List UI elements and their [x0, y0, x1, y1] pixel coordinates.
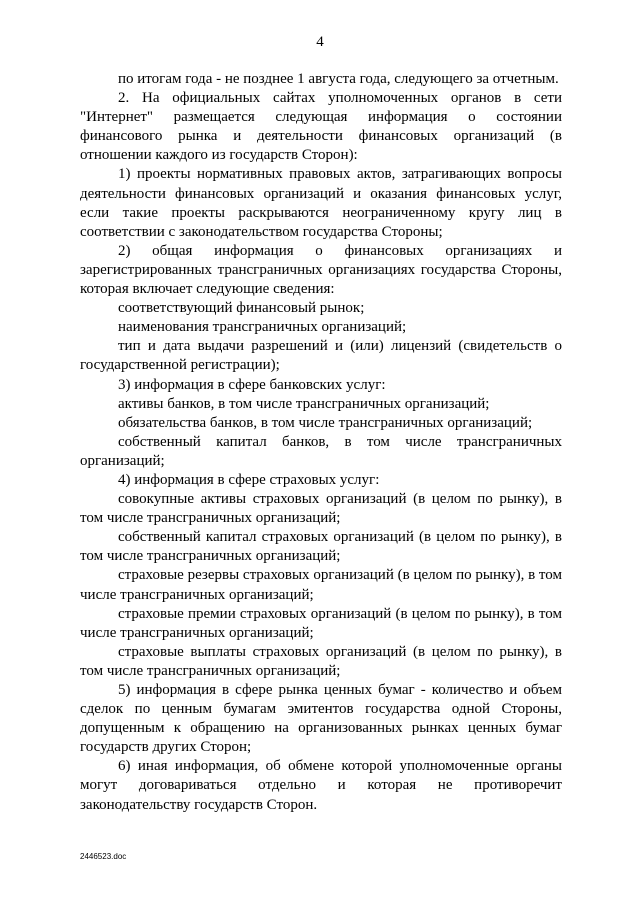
paragraph: соответствующий финансовый рынок; [118, 300, 365, 317]
paragraph: обязательства банков, в том числе трансграничных организаций; [118, 414, 533, 431]
paragraph: 4) информация в сфере страховых услуг: [118, 471, 380, 488]
paragraph: страховые премии страховых организаций (в целом по рынку), в том числе трансграничных организаций; [80, 605, 562, 641]
page-number: 4 [316, 34, 324, 50]
paragraph: 2) общая информация о финансовых организациях и зарегистрированных трансграничных организациях государства Стороны, которая включает следующие сведения: [80, 242, 562, 298]
paragraph: тип и дата выдачи разрешений и (или) лицензий (свидетельств о государственной регистрации); [80, 338, 562, 374]
paragraph: 2. На официальных сайтах уполномоченных органов в сети "Интернет" размещается следующая информация о состоянии финансового рынка и деятельности финансовых организаций (в отношении каждого из государств Сторон): [80, 90, 562, 164]
paragraph: по итогам года - не позднее 1 августа года, следующего за отчетным. [118, 71, 559, 87]
paragraph: 1) проекты нормативных правовых актов, затрагивающих вопросы деятельности финансовых организаций и оказания финансовых услуг, если такие проекты раскрываются неограниченному кругу лиц в соответствии с законодательством государства Стороны; [80, 166, 562, 240]
document-body [80, 70, 562, 815]
paragraph: страховые выплаты страховых организаций (в целом по рынку), в том числе трансграничных организаций; [80, 643, 562, 679]
paragraph: собственный капитал страховых организаций (в целом по рынку), в том числе трансграничных организаций; [80, 529, 562, 565]
paragraph: совокупные активы страховых организаций (в целом по рынку), в том числе трансграничных организаций; [80, 491, 562, 527]
paragraph: активы банков, в том числе трансграничных организаций; [118, 395, 490, 412]
footer-filename: 2446523.doc [80, 852, 127, 861]
paragraph: 5) информация в сфере рынка ценных бумаг - количество и объем сделок по ценным бумагам эмитентов государства одной Стороны, допущенным к обращению на организованных рынках ценных бумаг государств других Сторон; [80, 682, 562, 756]
paragraph: наименования трансграничных организаций; [118, 319, 407, 336]
paragraph: 6) иная информация, об обмене которой уполномоченные органы могут договариваться отдельно и которая не противоречит законодательству государств Сторон. [80, 758, 562, 813]
paragraph: страховые резервы страховых организаций (в целом по рынку), в том числе трансграничных организаций; [80, 567, 562, 603]
paragraph: 3) информация в сфере банковских услуг: [118, 376, 386, 393]
paragraph: собственный капитал банков, в том числе трансграничных организаций; [80, 433, 562, 469]
